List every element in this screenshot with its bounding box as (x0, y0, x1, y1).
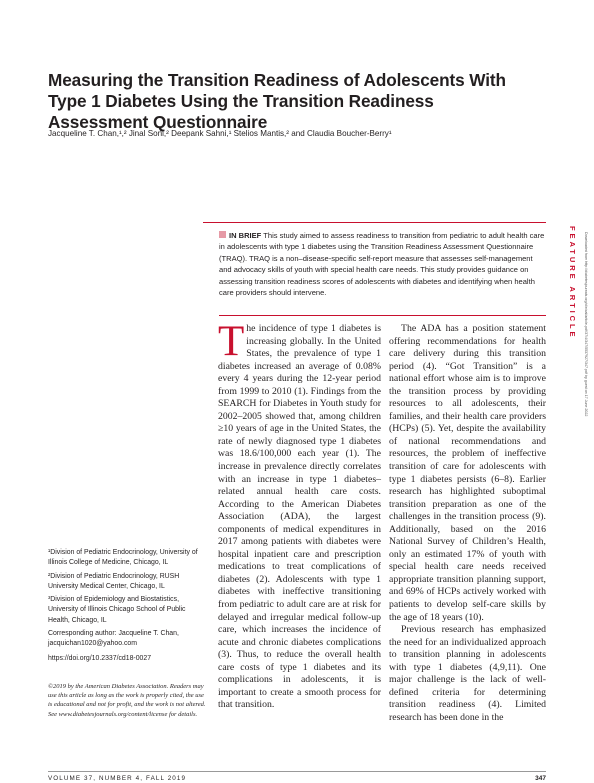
brief-label: IN BRIEF (229, 231, 262, 240)
section-label: FEATURE ARTICLE (568, 226, 577, 340)
affiliation-1: ¹Division of Pediatric Endocrinology, University of Illinois College of Medicine, Chicago, IL (48, 549, 198, 567)
corresponding-author: Corresponding author: Jacqueline T. Chan, jacquichan1020@yahoo.com (48, 630, 179, 648)
download-note: Downloaded from http://diabetesjournals.org/clinical/article-pdf/37/4/347/5537927/347.pdf by guest on 17 June 2022 (584, 232, 588, 417)
author-list: Jacqueline T. Chan,¹,² Jinal Soni,² Deepank Sahni,¹ Stelios Mantis,² and Claudia Boucher-Berry¹ (48, 129, 392, 138)
body-column-1 (218, 318, 381, 712)
body-paragraph-1: he incidence of type 1 diabetes is increasing globally. In the United States, the prevalence of type 1 diabetes increased an average of 0.08% every 4 years during the 12-year period from 1999 to 2010 (1). Findings from the SEARCH for Diabetes in Youth study for 2002–2005 showed that, among children ≥10 years of age in the United States, the rate of newly diagnosed type 1 diabetes was 18.6/100,000 each year (1). The increase in prevalence directly correlates with an increase in type 1 diabetes–related annual health care costs. According to the American Diabetes Association (ADA), the largest components of medical expenditures in 2017 among patients with diabetes were hospital inpatient care and prescription medications to treat complications of diabetes (2). Adolescents with type 1 diabetes with ineffective transitioning from pediatric to adult care are at risk for delayed and irregular medical follow-up care, which increases the incidence of acute and chronic diabetes complications (3). Thus, to reduce the overall health care costs of type 1 diabetes and its complications in adolescents, it is important to create a smooth process for that transition. (218, 323, 381, 711)
brief-top-rule (203, 222, 546, 223)
journal-volume: VOLUME 37, NUMBER 4, FALL 2019 (48, 775, 187, 782)
doi-link[interactable]: https://doi.org/10.2337/cd18-0027 (48, 654, 152, 662)
body-paragraph-3: Previous research has emphasized the need for an individualized approach to transition planning in adolescents with type 1 diabetes (4,9,11). One major challenge is the lack of well-defined criteria for determining transition readiness (4). Limited research has been done in the (389, 624, 546, 723)
copyright-notice: ©2019 by the American Diabetes Association. Readers may use this article as long as the work is properly cited, the use is educational and not for profit, and the work is not altered. See www.diabetesjournals.org/content/license for details. (48, 683, 206, 718)
drop-cap: T (218, 318, 245, 365)
in-brief-box (219, 230, 545, 298)
brief-square-icon (219, 231, 226, 238)
brief-bottom-rule (219, 315, 546, 316)
brief-text: This study aimed to assess readiness to transition from pediatric to adult health care in adolescents with type 1 diabetes using the Transition Readiness Assessment Questionnaire (TRAQ). TRAQ is a non–disease-specific self-report measure that assesses self-management and advocacy skills of youth with special health care needs. This study provides guidance on assessing transition readiness scores of adolescents with diabetes and identifying when health care providers should intervene. (219, 231, 545, 298)
affiliation-3: ³Division of Epidemiology and Biostatistics, University of Illinois Chicago School of Public Health, Chicago, IL (48, 596, 186, 624)
page-number: 347 (535, 775, 546, 782)
affiliations (48, 548, 206, 667)
affiliation-2: ²Division of Pediatric Endocrinology, RUSH University Medical Center, Chicago, IL (48, 572, 180, 590)
body-paragraph-2: The ADA has a position statement offering recommendations for health care delivery during this transition period (4). “Got Transition” is a national effort whose aim is to improve the transition process by providing resources to all adolescents, their families, and their health care providers (HCPs) (5). Yet, despite the availability of national recommendations and resources, the problem of ineffective transition of care for adolescents with type 1 diabetes persists (6–8). Earlier research has highlighted suboptimal transition preparation as one of the challenges in the transition process (9). Additionally, based on the 2016 National Survey of Children’s Health, only an estimated 17% of youth with special health care needs received appropriate transition planning support, and 69% of HCPs actively worked with patients to develop self-care skills by the age of 18 years (10). (389, 323, 546, 623)
footer-rule (48, 771, 546, 772)
article-title: Measuring the Transition Readiness of Adolescents With Type 1 Diabetes Using the Transition Readiness Assessment Questionnaire (48, 69, 506, 132)
body-column-2 (389, 323, 546, 725)
